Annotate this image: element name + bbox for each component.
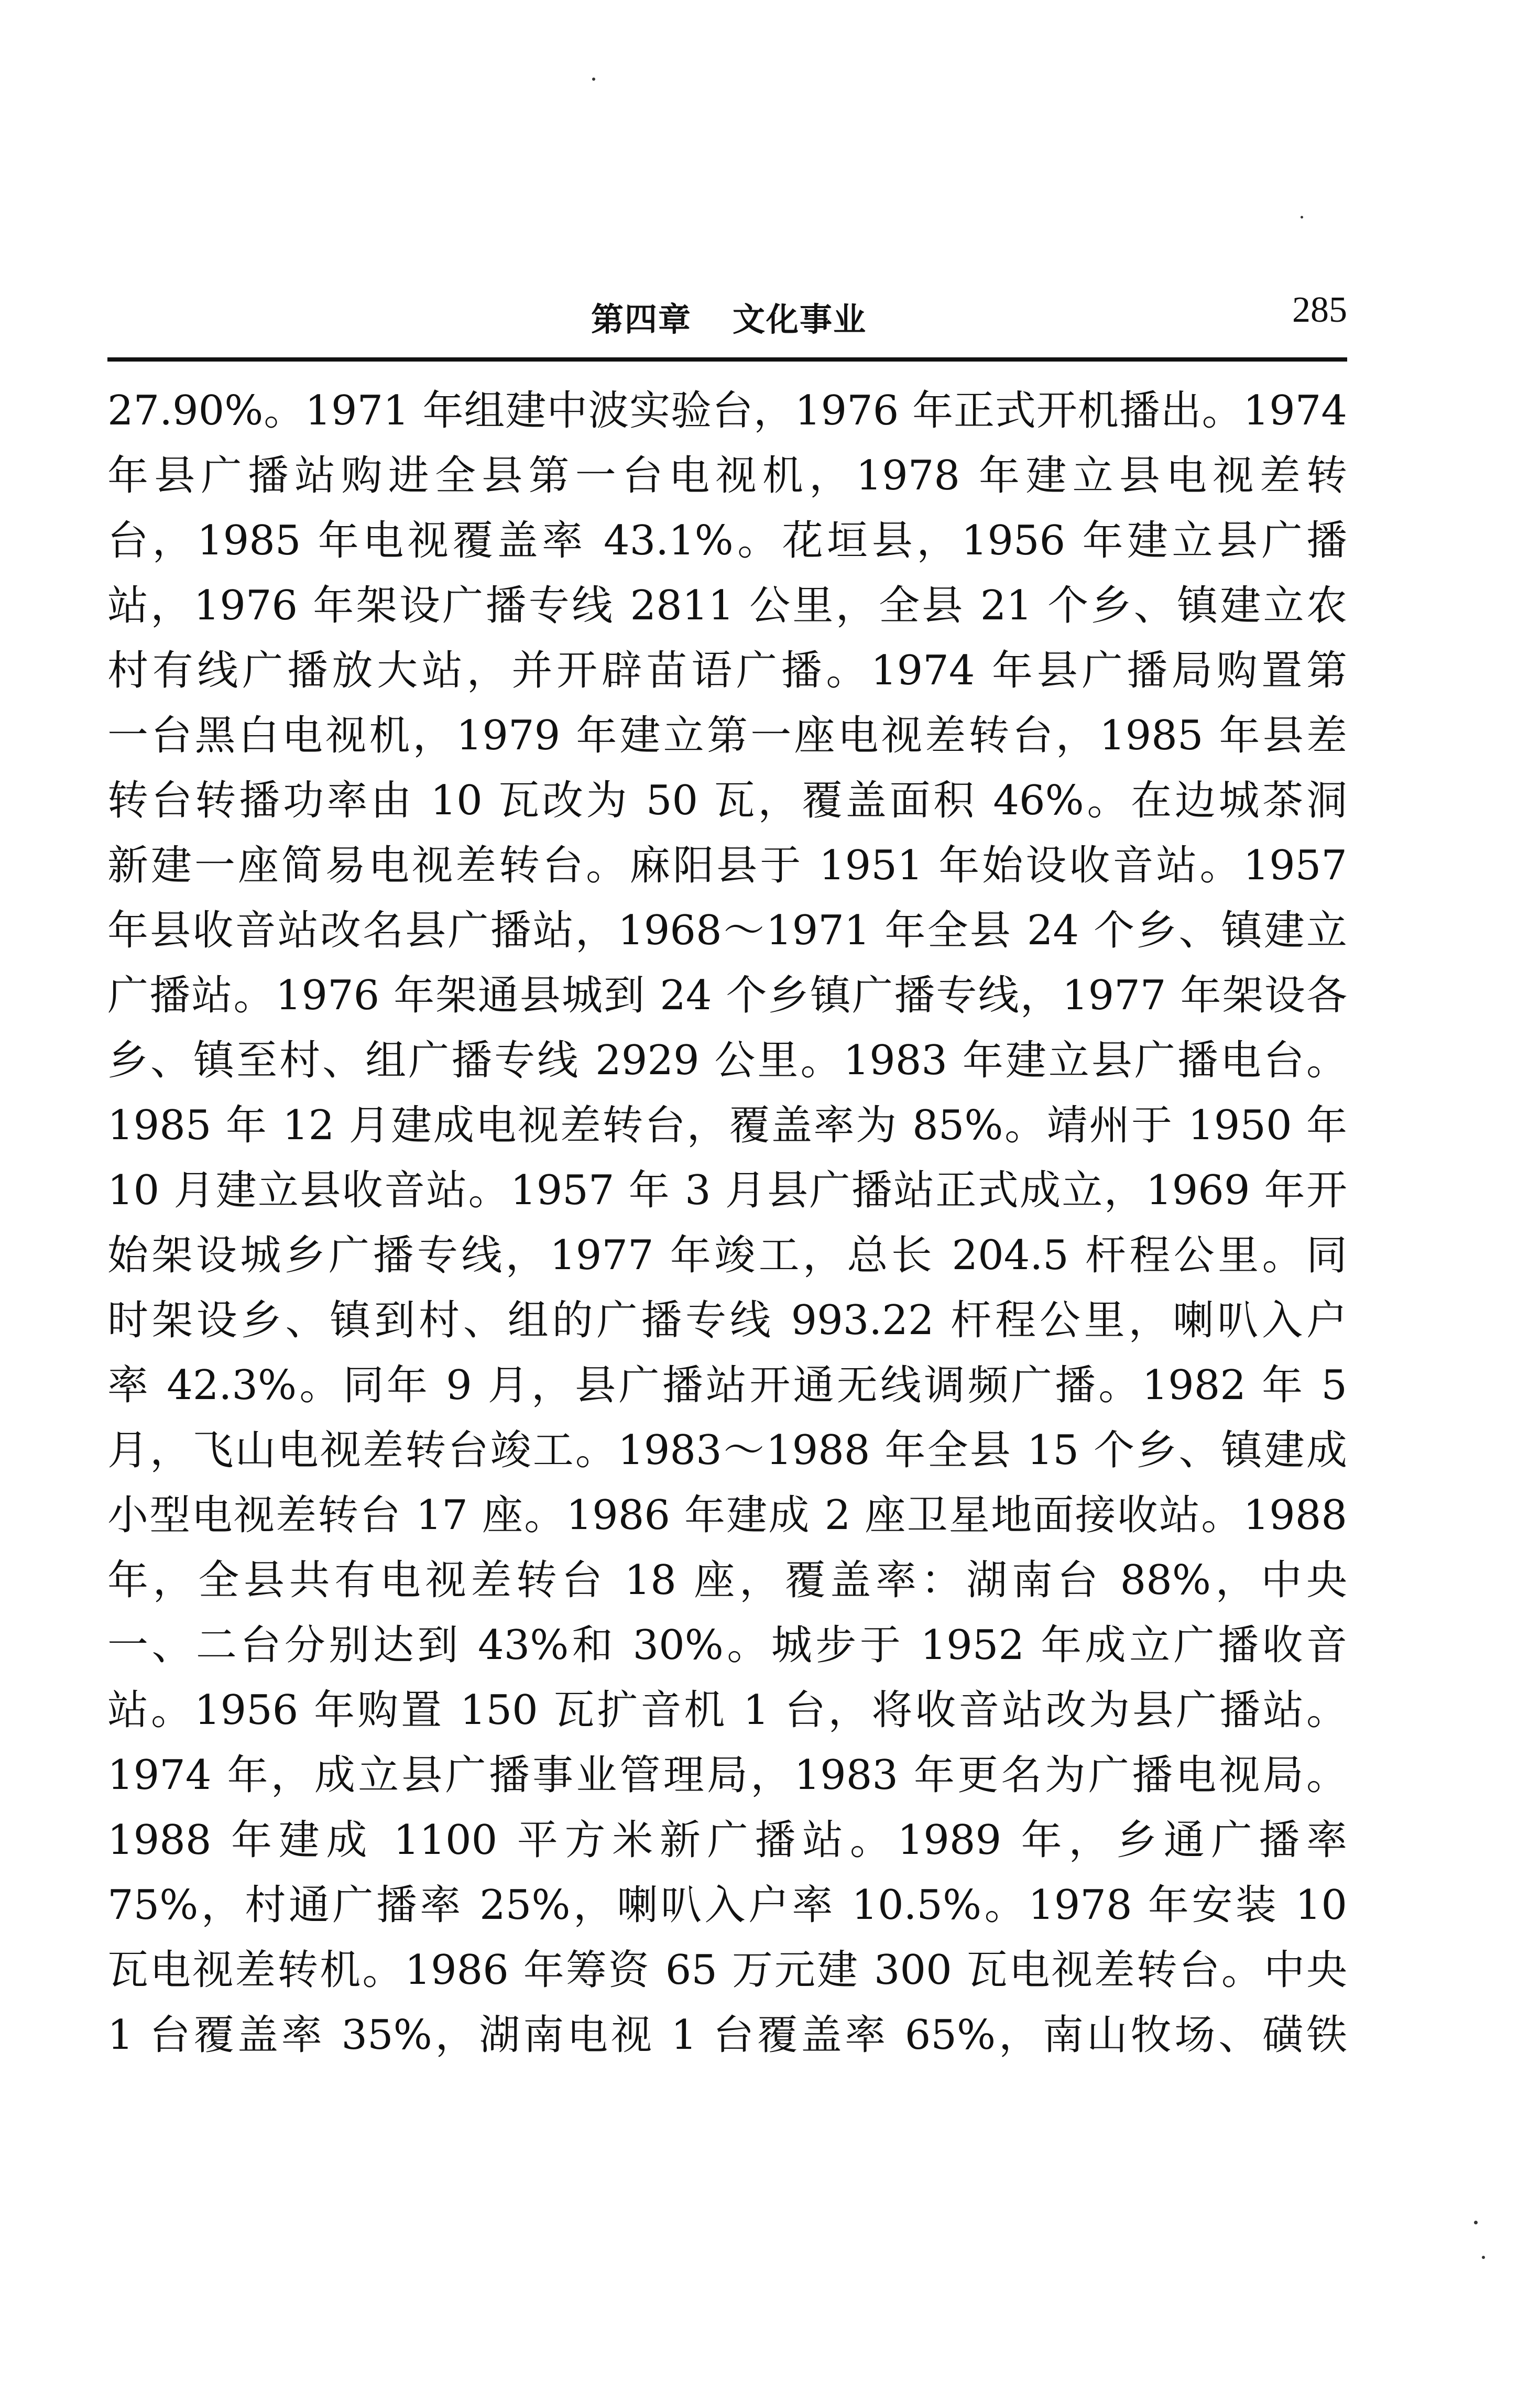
text-line: 月，飞山电视差转台竣工。1983～1988 年全县 15 个乡、镇建成 bbox=[107, 1427, 1347, 1474]
text-line: 始架设城乡广播专线，1977 年竣工，总长 204.5 杆程公里。同 bbox=[107, 1232, 1347, 1279]
scan-speck bbox=[1301, 216, 1303, 219]
text-line: 台，1985 年电视覆盖率 43.1%。花垣县，1956 年建立县广播 bbox=[107, 517, 1347, 564]
header-rule bbox=[107, 357, 1347, 362]
body-text bbox=[107, 378, 1347, 2068]
text-line: 1974 年，成立县广播事业管理局，1983 年更名为广播电视局。 bbox=[107, 1752, 1347, 1799]
text-line: 1985 年 12 月建成电视差转台，覆盖率为 85%。靖州于 1950 年 bbox=[107, 1102, 1347, 1149]
text-line: 年县广播站购进全县第一台电视机，1978 年建立县电视差转 bbox=[107, 452, 1347, 499]
text-line: 年县收音站改名县广播站，1968～1971 年全县 24 个乡、镇建立 bbox=[107, 907, 1347, 954]
text-line: 转台转播功率由 10 瓦改为 50 瓦，覆盖面积 46%。在边城茶洞 bbox=[107, 777, 1347, 824]
text-line: 1988 年建成 1100 平方米新广播站。1989 年，乡通广播率 bbox=[107, 1817, 1347, 1864]
chapter-title: 文化事业 bbox=[733, 300, 867, 339]
text-line: 10 月建立县收音站。1957 年 3 月县广播站正式成立，1969 年开 bbox=[107, 1167, 1347, 1214]
text-line: 率 42.3%。同年 9 月，县广播站开通无线调频广播。1982 年 5 bbox=[107, 1362, 1347, 1409]
text-line: 75%，村通广播率 25%，喇叭入户率 10.5%。1978 年安装 10 bbox=[107, 1882, 1347, 1929]
text-line: 瓦电视差转机。1986 年筹资 65 万元建 300 瓦电视差转台。中央 bbox=[107, 1947, 1347, 1994]
text-line: 27.90%。1971 年组建中波实验台，1976 年正式开机播出。1974 bbox=[107, 387, 1347, 434]
text-line: 年，全县共有电视差转台 18 座，覆盖率：湖南台 88%，中央 bbox=[107, 1557, 1347, 1604]
scan-speck bbox=[1482, 2256, 1485, 2259]
chapter-heading bbox=[591, 293, 867, 340]
chapter-number: 第四章 bbox=[591, 300, 692, 339]
page-number: 285 bbox=[1292, 290, 1347, 330]
text-line: 站，1976 年架设广播专线 2811 公里，全县 21 个乡、镇建立农 bbox=[107, 582, 1347, 629]
text-line: 广播站。1976 年架通县城到 24 个乡镇广播专线，1977 年架设各 bbox=[107, 972, 1347, 1019]
scan-speck bbox=[592, 78, 595, 81]
running-header bbox=[107, 287, 1347, 366]
text-line: 乡、镇至村、组广播专线 2929 公里。1983 年建立县广播电台。 bbox=[107, 1037, 1347, 1084]
text-line: 1 台覆盖率 35%，湖南电视 1 台覆盖率 65%，南山牧场、磺铁 bbox=[107, 2012, 1347, 2059]
text-line: 时架设乡、镇到村、组的广播专线 993.22 杆程公里，喇叭入户 bbox=[107, 1297, 1347, 1344]
text-line: 小型电视差转台 17 座。1986 年建成 2 座卫星地面接收站。1988 bbox=[107, 1492, 1347, 1539]
text-line: 一、二台分别达到 43%和 30%。城步于 1952 年成立广播收音 bbox=[107, 1622, 1347, 1669]
text-line: 一台黑白电视机，1979 年建立第一座电视差转台，1985 年县差 bbox=[107, 712, 1347, 759]
text-line: 新建一座简易电视差转台。麻阳县于 1951 年始设收音站。1957 bbox=[107, 842, 1347, 889]
text-line: 村有线广播放大站，并开辟苗语广播。1974 年县广播局购置第 bbox=[107, 647, 1347, 694]
scan-speck bbox=[1474, 2221, 1478, 2224]
text-line: 站。1956 年购置 150 瓦扩音机 1 台，将收音站改为县广播站。 bbox=[107, 1687, 1347, 1734]
